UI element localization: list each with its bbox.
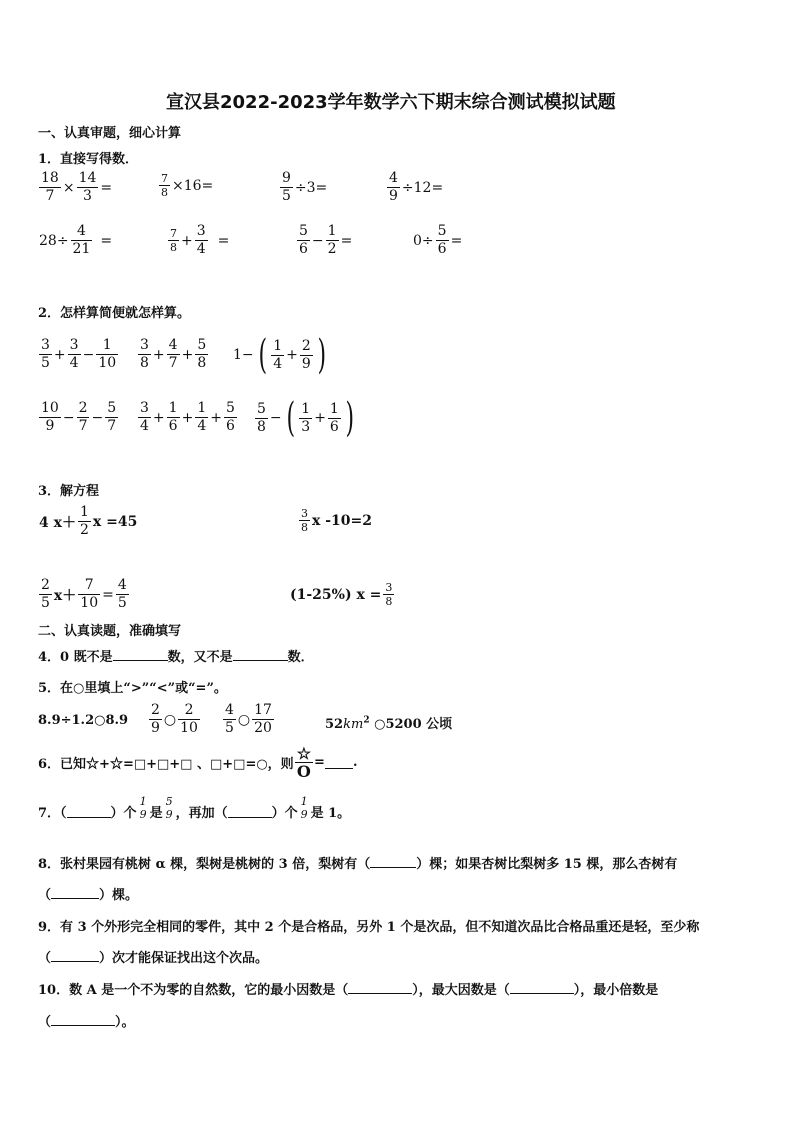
question-5-label: 5．在○里填上“>”“<”或“=”。	[38, 681, 227, 696]
question-9-line-1: 9．有 3 个外形完全相同的零件，其中 2 个是合格品，另外 1 个是次品，但不知道次品比合格品重还是轻，至少称	[38, 920, 700, 935]
fraction: $\frac{4}{9}$	[389, 170, 398, 204]
q5-compare-2: $\frac{2}{9}$ ○ $\frac{2}{10}$	[151, 702, 198, 736]
fraction: $\frac{1}{6}$	[168, 400, 178, 434]
section-heading-2: 二、认真读题，准确填写	[38, 624, 182, 639]
fraction: $\frac{14}{3}$	[78, 170, 97, 204]
question-4: 4．0 既不是 数，又不是 数．	[38, 650, 314, 665]
fraction: $\frac{1}{10}$	[98, 337, 117, 371]
question-7: 7．（ ）个 1 9 是 5 9 ，再加（ ）个 1 9 是 1。	[38, 795, 351, 821]
q3-equation-2: $\frac{3}{8}$ x -10=2	[301, 507, 372, 534]
fraction: $\frac{5}{8}$	[197, 337, 207, 371]
section-heading-1: 一、认真审题，细心计算	[38, 126, 182, 141]
q2-expr-5: $\frac{3}{4}$ + $\frac{1}{6}$ + $\frac{1}{4}$ + $\frac{5}{6}$	[140, 400, 235, 434]
answer-blank[interactable]	[348, 981, 412, 994]
fraction: $\frac{5}{6}$	[299, 223, 308, 257]
question-8-line-1: 8．张村果园有桃树 α 棵，梨树是桃树的 3 倍，梨树有（ ）棵；如果杏树比梨树多 15 棵，那么杏树有	[38, 857, 678, 872]
fraction: $\frac{10}{9}$	[41, 400, 59, 434]
fraction: $\frac{4}{7}$	[168, 337, 178, 371]
q1-item-1: $\frac{18}{7}$ × $\frac{14}{3}$ =	[41, 170, 113, 204]
answer-blank[interactable]	[370, 855, 416, 868]
fraction: $\frac{3}{5}$	[41, 337, 50, 371]
q3-equation-4: (1-25%) x = $\frac{3}{8}$	[290, 581, 393, 608]
fraction: $\frac{4}{5}$	[225, 702, 234, 736]
fraction: $\frac{2}{9}$	[301, 337, 311, 372]
fraction: $\frac{☆}{O}$	[296, 744, 312, 781]
q3-equation-1: 4 x＋ $\frac{1}{2}$ x =45	[39, 504, 138, 538]
fraction: 1 9	[300, 795, 308, 821]
fraction: $\frac{3}{8}$	[301, 507, 308, 534]
fraction: $\frac{2}{5}$	[41, 577, 50, 611]
question-10-line-2: （ ）。	[38, 1015, 135, 1030]
fraction: $\frac{5}{6}$	[437, 223, 447, 257]
page-title: 宣汉县2022-2023学年数学六下期末综合测试模拟试题	[166, 92, 616, 113]
answer-blank[interactable]	[51, 1013, 115, 1026]
fraction: 5 9	[165, 795, 173, 821]
fraction: $\frac{5}{8}$	[257, 400, 266, 435]
question-10-line-1: 10．数 A 是一个不为零的自然数，它的最小因数是（ ），最大因数是（ ），最小倍数是	[38, 983, 659, 998]
question-2-label: 2．怎样算简便就怎样算。	[38, 306, 191, 321]
q2-expr-6: $\frac{5}{8}$ − ( $\frac{1}{3}$ + $\frac{1}{6}$ )	[257, 395, 354, 441]
fraction: $\frac{7}{10}$	[80, 577, 99, 611]
fraction: $\frac{1}{2}$	[327, 223, 337, 257]
fraction: $\frac{3}{4}$	[140, 400, 149, 434]
fraction: $\frac{1}{4}$	[197, 400, 207, 434]
answer-blank[interactable]	[325, 756, 353, 769]
q1-item-2: $\frac{7}{8}$ ×16=	[161, 172, 214, 199]
fraction: $\frac{7}{8}$	[170, 227, 177, 254]
fraction: $\frac{5}{6}$	[225, 400, 235, 434]
answer-blank[interactable]	[113, 648, 168, 661]
answer-blank[interactable]	[67, 805, 111, 818]
question-1-label: 1．直接写得数．	[38, 152, 139, 167]
q1-item-3: $\frac{9}{5}$ ÷3=	[282, 170, 328, 204]
q1-item-4: $\frac{4}{9}$ ÷12=	[389, 170, 444, 204]
question-8-line-2: （ ）棵。	[38, 888, 139, 903]
fraction: $\frac{9}{5}$	[282, 170, 291, 204]
q2-expr-3: 1− ( $\frac{1}{4}$ + $\frac{2}{9}$ )	[233, 332, 326, 378]
fraction: $\frac{1}{6}$	[329, 400, 339, 435]
fraction: $\frac{2}{7}$	[78, 400, 88, 434]
fraction: $\frac{2}{9}$	[151, 702, 160, 736]
q1-item-8: 0÷ $\frac{5}{6}$ =	[413, 223, 463, 257]
question-3-label: 3．解方程	[38, 484, 100, 499]
q5-compare-4: $52km^2$ ○5200 公顷	[325, 715, 453, 732]
fraction: $\frac{2}{10}$	[180, 702, 198, 736]
q1-item-6: $\frac{7}{8}$ + $\frac{3}{4}$ =	[170, 223, 230, 257]
q2-expr-2: $\frac{3}{8}$ + $\frac{4}{7}$ + $\frac{5}{8}$	[140, 337, 207, 371]
fraction: $\frac{4}{5}$	[117, 577, 127, 611]
q2-expr-1: $\frac{3}{5}$ + $\frac{3}{4}$ − $\frac{1}{10}$	[41, 337, 117, 371]
fraction: $\frac{1}{4}$	[273, 337, 283, 372]
fraction: $\frac{4}{21}$	[72, 223, 91, 257]
fraction: $\frac{3}{4}$	[69, 337, 79, 371]
answer-blank[interactable]	[228, 805, 272, 818]
q2-expr-4: $\frac{10}{9}$ − $\frac{2}{7}$ − $\frac{5}{7}$	[41, 400, 117, 434]
q5-compare-3: $\frac{4}{5}$ ○ $\frac{17}{20}$	[225, 702, 272, 736]
q1-item-5: 28÷ $\frac{4}{21}$ =	[39, 223, 113, 257]
fraction: $\frac{3}{4}$	[196, 223, 206, 257]
fraction: 1 9	[139, 795, 147, 821]
fraction: $\frac{3}{8}$	[140, 337, 149, 371]
fraction: $\frac{7}{8}$	[161, 172, 168, 199]
answer-blank[interactable]	[233, 648, 288, 661]
question-9-line-2: （ ）次才能保证找出这个次品。	[38, 951, 269, 966]
fraction: $\frac{1}{2}$	[79, 504, 89, 538]
answer-blank[interactable]	[51, 949, 99, 962]
answer-blank[interactable]	[510, 981, 574, 994]
fraction: $\frac{17}{20}$	[254, 702, 272, 736]
q1-item-7: $\frac{5}{6}$ − $\frac{1}{2}$ =	[299, 223, 353, 257]
q5-compare-1: 8.9÷1.2○8.9	[38, 713, 129, 728]
question-6: 6．已知☆+☆=□+□+□ 、□+□=○，则 $\frac{☆}{O}$ = .	[38, 744, 358, 781]
q3-equation-3: $\frac{2}{5}$ x＋ $\frac{7}{10}$ = $\frac{4}{5}$	[41, 577, 127, 611]
fraction: $\frac{3}{8}$	[385, 581, 393, 608]
answer-blank[interactable]	[51, 886, 99, 899]
fraction: $\frac{5}{7}$	[107, 400, 117, 434]
fraction: $\frac{1}{3}$	[301, 400, 311, 435]
fraction: $\frac{18}{7}$	[41, 170, 59, 204]
